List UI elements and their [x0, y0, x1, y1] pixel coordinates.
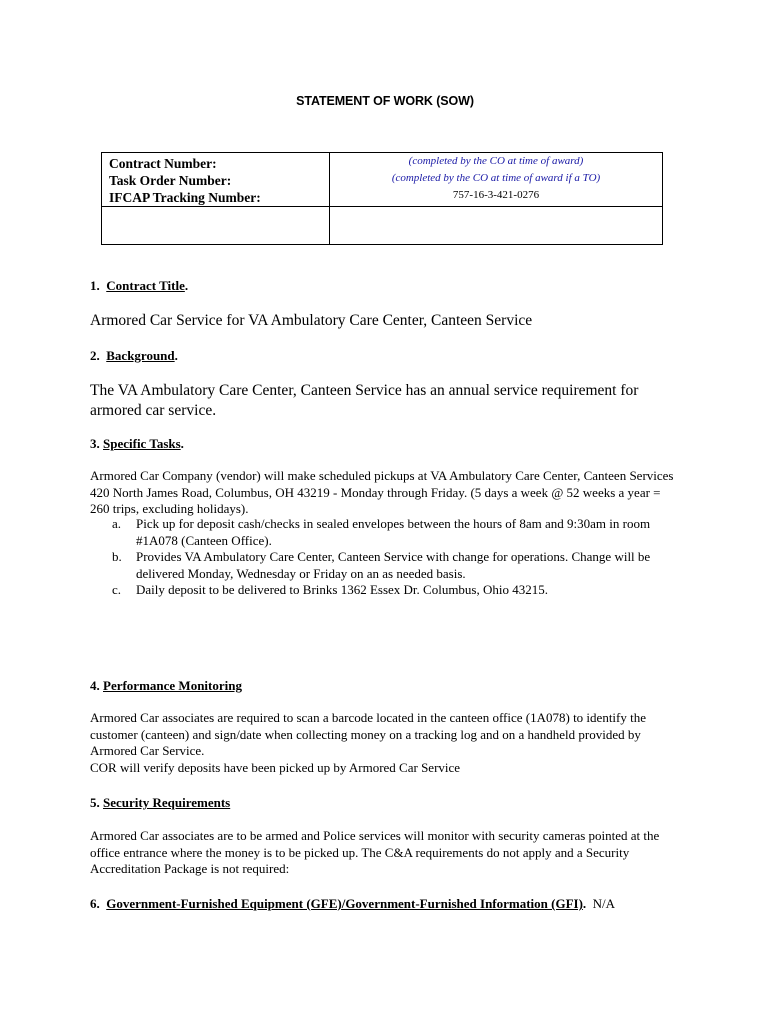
section-1-title: Contract Title [106, 278, 185, 293]
info-labels-cell [102, 153, 330, 207]
task-list [90, 516, 690, 599]
contract-title-text: Armored Car Service for VA Ambulatory Care Center, Canteen Service [90, 312, 533, 329]
section-1-heading [90, 278, 188, 294]
specific-tasks-intro-text: Armored Car Company (vendor) will make scheduled pickups at VA Ambulatory Care Center, Canteen Services 420 North James Road, Columbus, OH 43219 - Monday through Friday. (5 days a week @ 52 weeks a year = 260 trips, excluding holidays). [90, 468, 674, 516]
section-6-value: N/A [592, 896, 616, 911]
section-2-punct: . [174, 348, 178, 363]
empty-cell-left [102, 207, 330, 245]
performance-monitoring-body [90, 710, 675, 776]
empty-cell-right [330, 207, 663, 245]
section-2-number: 2. [90, 348, 100, 363]
task-text: Pick up for deposit cash/checks in sealed envelopes between the hours of 8am and 9:30am in room #1A078 (Canteen Office). [136, 516, 651, 548]
task-marker: b. [112, 549, 122, 564]
specific-tasks-intro [90, 468, 680, 518]
info-values-cell [330, 153, 663, 207]
section-6-title: Government-Furnished Equipment (GFE)/Government-Furnished Information (GFI) [106, 896, 583, 911]
cor-verification-text: COR will verify deposits have been picked up by Armored Car Service [90, 759, 461, 775]
task-item [90, 549, 690, 582]
contract-number-label: Contract Number: [109, 156, 217, 171]
section-5-number: 5. [90, 795, 100, 810]
section-1-punct: . [184, 278, 189, 293]
section-5-heading [90, 795, 230, 811]
task-item [90, 582, 690, 599]
section-6-heading [90, 896, 615, 912]
section-3-heading [90, 436, 184, 452]
section-2-heading [90, 348, 178, 364]
performance-monitoring-text: Armored Car associates are required to scan a barcode located in the canteen office (1A078) to identify the customer (canteen) and sign/date when collecting money on a tracking log and on a handheld provided by Armored Car Service. [90, 710, 646, 758]
section-4-title: Performance Monitoring [103, 678, 242, 693]
task-order-number-label: Task Order Number: [109, 173, 232, 188]
task-text: Daily deposit to be delivered to Brinks 1362 Essex Dr. Columbus, Ohio 43215. [136, 582, 548, 597]
section-4-heading [90, 678, 242, 694]
section-3-title: Specific Tasks [103, 436, 181, 451]
section-1-number: 1. [90, 278, 100, 293]
task-item [90, 516, 690, 549]
section-3-number: 3. [90, 436, 100, 451]
section-6-punct: . [582, 896, 587, 911]
section-4-number: 4. [90, 678, 100, 693]
security-requirements-body [90, 828, 680, 878]
section-5-title: Security Requirements [103, 795, 231, 810]
task-marker: c. [112, 582, 122, 597]
contract-info-table [101, 152, 663, 245]
task-text: Provides VA Ambulatory Care Center, Canteen Service with change for operations. Change will be delivered Monday, Wednesday or Friday on an as needed basis. [136, 549, 651, 581]
ifcap-tracking-number-label: IFCAP Tracking Number: [109, 190, 261, 205]
section-2-title: Background [106, 348, 175, 363]
document-title: STATEMENT OF WORK (SOW) [296, 94, 474, 108]
background-text: The VA Ambulatory Care Center, Canteen Service has an annual service requirement for armored car service. [90, 382, 639, 419]
contract-number-value: (completed by the CO at time of award) [408, 155, 584, 167]
section-6-number: 6. [90, 896, 100, 911]
task-marker: a. [112, 516, 122, 531]
security-requirements-text: Armored Car associates are to be armed and Police services will monitor with security cameras pointed at the office entrance where the money is to be picked up. The C&A requirements do not apply and a Security Accreditation Package is not required: [90, 828, 660, 876]
ifcap-tracking-number-value: 757-16-3-421-0276 [452, 189, 540, 201]
task-order-number-value: (completed by the CO at time of award if a TO) [391, 172, 601, 184]
section-3-punct: . [180, 436, 184, 451]
